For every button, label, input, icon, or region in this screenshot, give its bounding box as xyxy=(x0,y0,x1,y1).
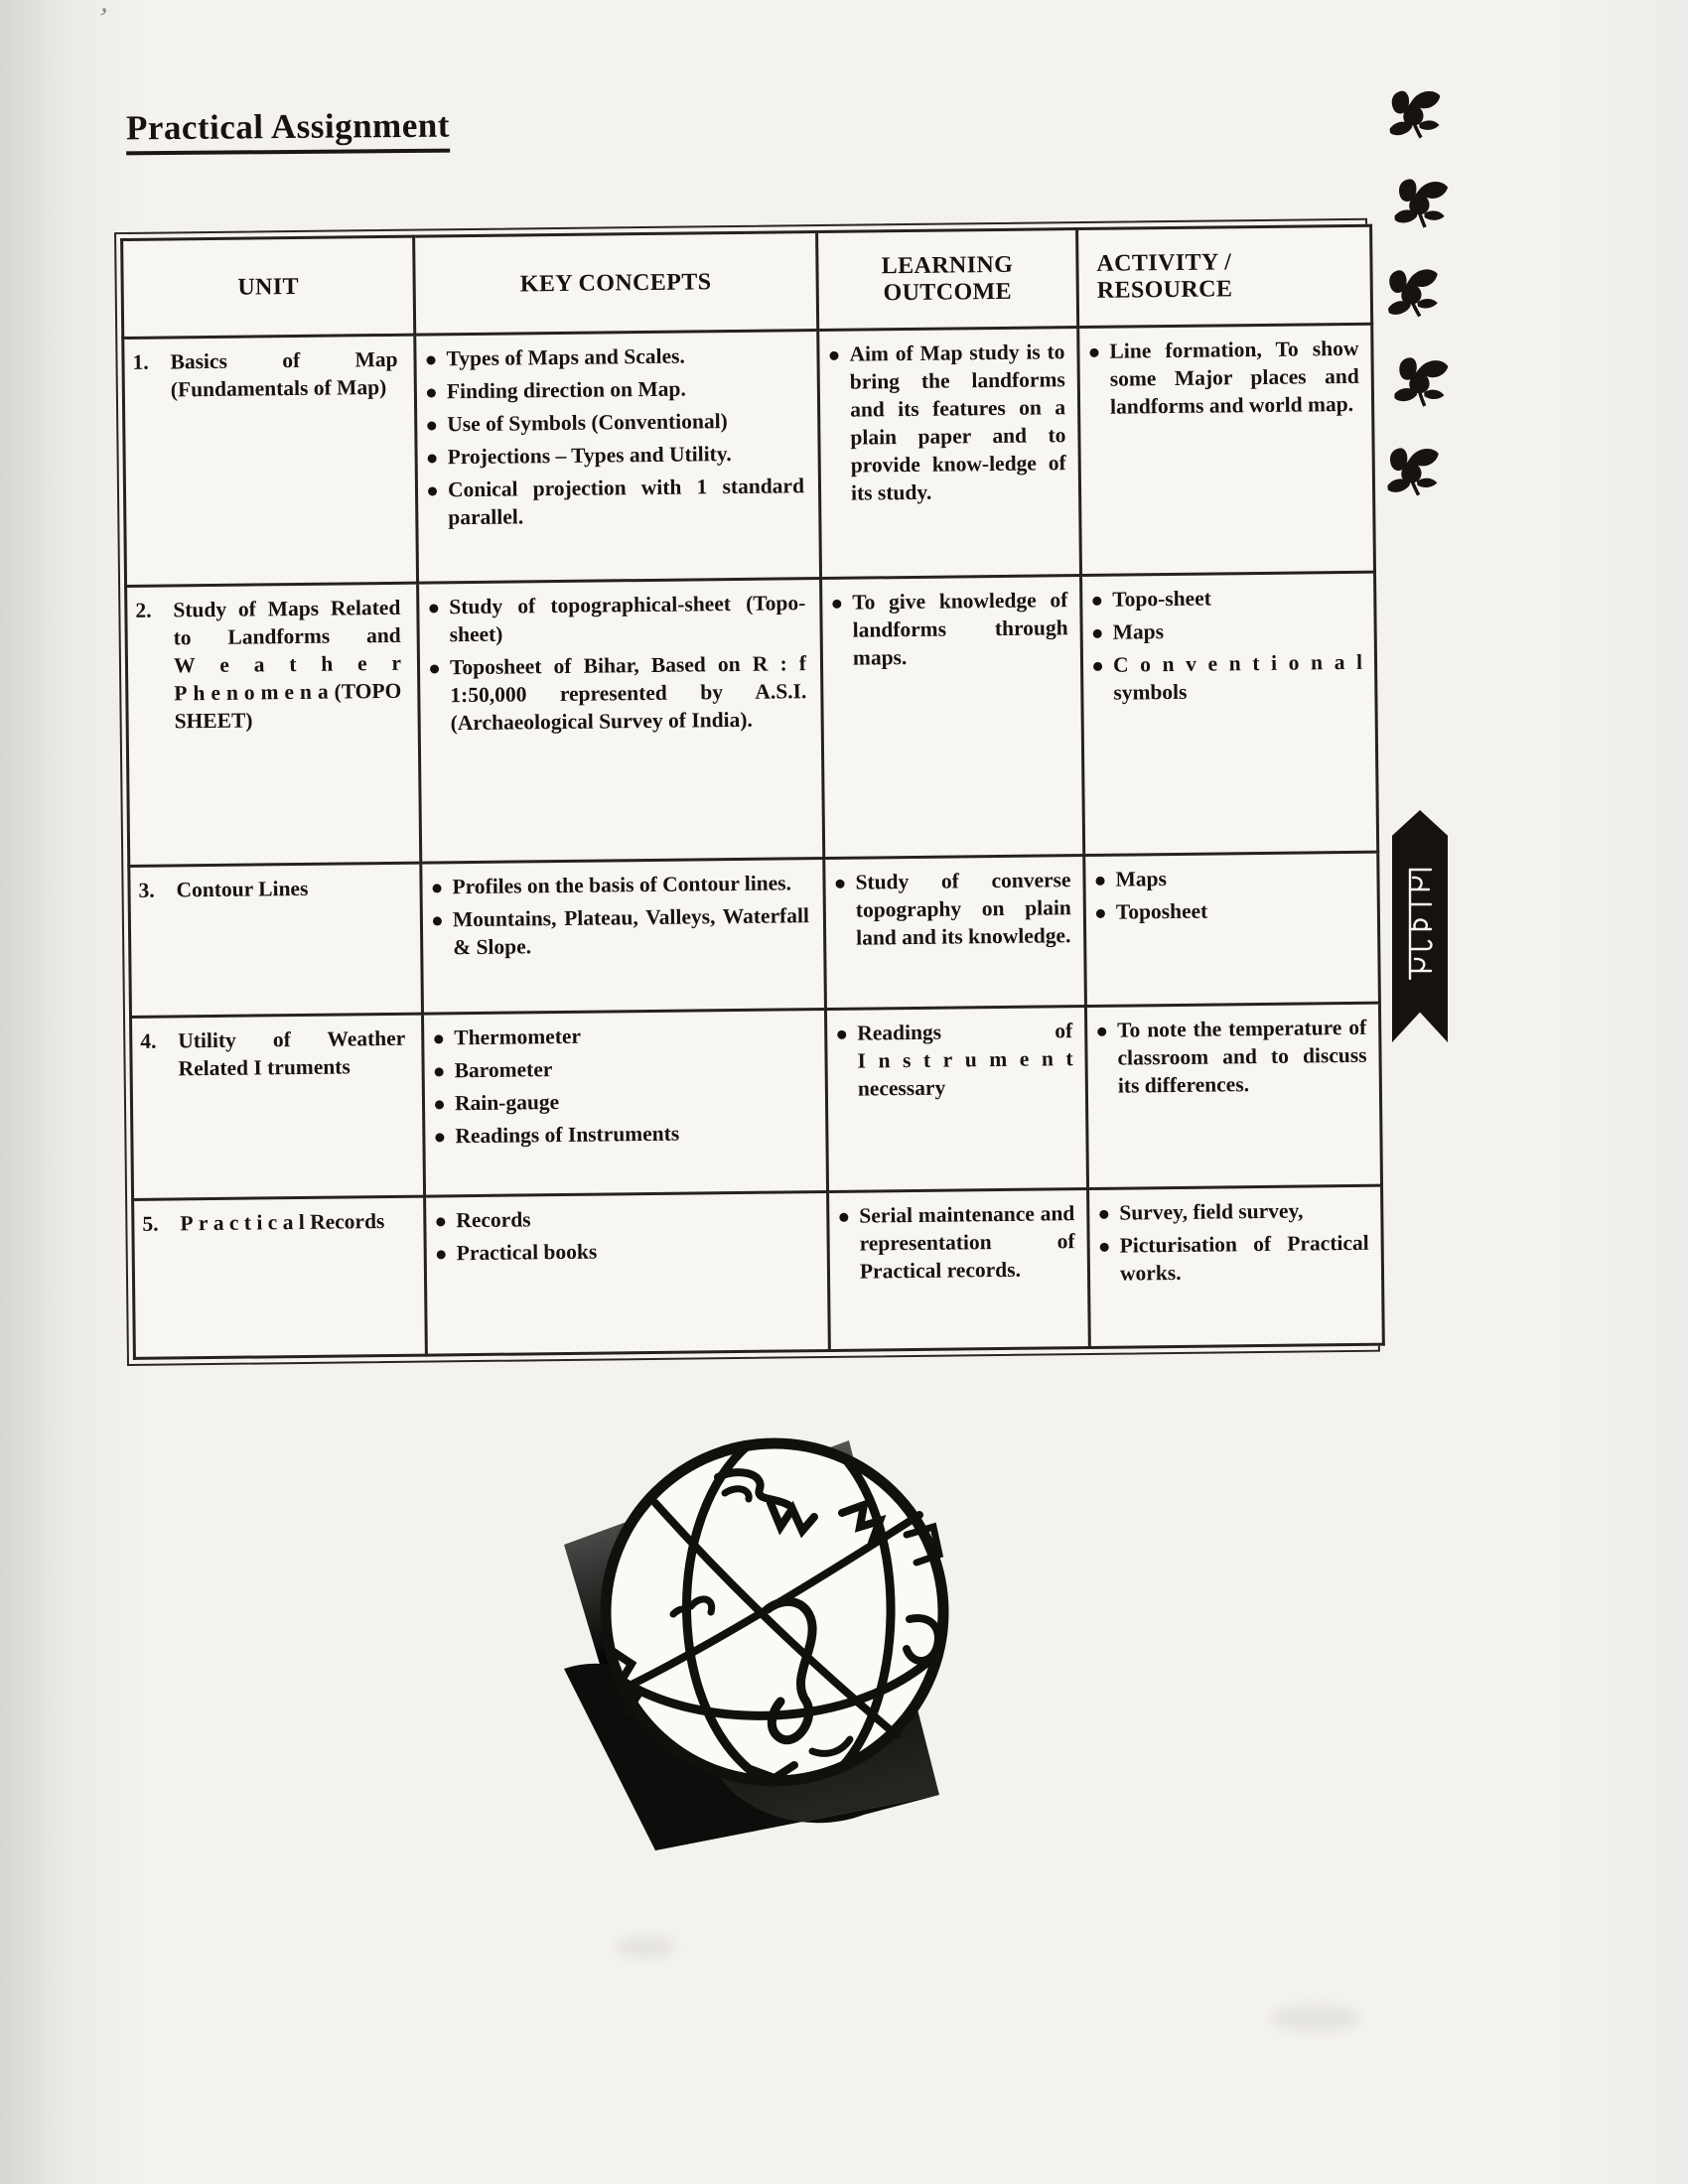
key-concepts-cell xyxy=(425,1191,830,1355)
bullet-text: Survey, field survey, xyxy=(1119,1198,1304,1225)
unit-cell-content xyxy=(132,346,402,405)
bullet-text: Maps xyxy=(1112,619,1165,644)
rose-sprig-icon xyxy=(1387,352,1459,416)
bullet-text: Readings of I n s t r u m e n t necessary xyxy=(857,1019,1073,1101)
col-header-learning-outcome-label: LEARNING OUTCOME xyxy=(881,251,1014,307)
bullet-text: Aim of Map study is to bring the landforms and its features on a plain paper and to provide know-ledge of its study. xyxy=(849,340,1066,505)
unit-text: Basics of Map (Fundamentals of Map) xyxy=(170,346,398,402)
bullet-item xyxy=(434,1053,812,1085)
bullet-text: Thermometer xyxy=(454,1024,582,1050)
bullet-text: Readings of Instruments xyxy=(455,1121,680,1149)
rose-sprig-icon xyxy=(1378,80,1456,151)
activity-resource-cell xyxy=(1081,572,1378,855)
learning-outcome-cell xyxy=(828,1189,1090,1351)
bullet-icon xyxy=(1097,1027,1106,1036)
learning-outcome-cell xyxy=(824,856,1086,1010)
bullet-text: Maps xyxy=(1115,867,1168,891)
bullet-icon xyxy=(829,351,838,360)
scan-smudge xyxy=(1271,2005,1360,2031)
bookmark-ribbon-text xyxy=(1403,852,1437,1001)
unit-text: Contour Lines xyxy=(176,876,309,902)
bullet-item xyxy=(837,1018,1073,1103)
unit-cell-content xyxy=(140,1025,410,1084)
rose-sprig-icon xyxy=(1386,173,1459,238)
row-number: 3. xyxy=(138,878,155,902)
page-title: Practical Assignment xyxy=(126,106,450,156)
bullet-item xyxy=(434,1021,812,1052)
bullet-icon xyxy=(437,1250,446,1259)
scan-smudge xyxy=(616,1936,675,1958)
bookmark-ribbon xyxy=(1392,810,1448,1042)
bullet-item xyxy=(1093,649,1363,708)
table-outer-frame xyxy=(114,218,1380,1366)
bullet-text: Barometer xyxy=(454,1057,553,1083)
learning-outcome-cell xyxy=(821,576,1084,859)
col-header-learning-outcome xyxy=(817,229,1078,331)
activity-resource-cell xyxy=(1085,1003,1381,1188)
bullet-icon xyxy=(429,604,438,613)
bullet-text: To note the temperature of classroom and to discuss its differences. xyxy=(1117,1015,1367,1098)
bullet-item xyxy=(428,473,807,532)
rose-sprig-icon xyxy=(1378,80,1456,151)
bullet-item xyxy=(832,587,1068,672)
bullet-icon xyxy=(1089,348,1098,357)
bullet-icon xyxy=(1096,909,1105,918)
rose-sprig-icon xyxy=(1375,258,1455,331)
bullet-item xyxy=(437,1236,815,1268)
bullet-icon xyxy=(426,355,435,364)
bullet-item xyxy=(1099,1197,1368,1228)
learning-outcome-cell xyxy=(818,328,1081,579)
bullet-icon xyxy=(1093,629,1102,638)
table-row xyxy=(131,1003,1382,1199)
key-concepts-cell xyxy=(421,859,826,1015)
assignment-table-body xyxy=(123,324,1384,1358)
bullet-text: Types of Maps and Scales. xyxy=(446,343,685,371)
bullet-item xyxy=(429,590,808,649)
bullet-icon xyxy=(1093,662,1102,671)
bullet-item xyxy=(1100,1230,1370,1289)
bullet-text: Toposheet xyxy=(1115,898,1208,924)
bullet-icon xyxy=(839,1213,848,1222)
rose-sprig-icon xyxy=(1386,173,1459,238)
col-header-activity-resource xyxy=(1077,225,1372,327)
unit-cell xyxy=(129,863,423,1017)
row-number: 1. xyxy=(132,349,149,374)
unit-cell xyxy=(123,335,418,586)
bullet-item xyxy=(1089,336,1359,422)
bullet-icon xyxy=(428,454,437,463)
bullet-item xyxy=(1092,584,1361,614)
key-concepts-cell xyxy=(415,331,821,584)
bullet-item xyxy=(432,870,810,901)
practical-assignment-table xyxy=(120,224,1385,1360)
bullet-item xyxy=(1095,864,1364,894)
bullet-text: Use of Symbols (Conventional) xyxy=(447,408,728,437)
col-header-activity-resource-label: ACTIVITY / RESOURCE xyxy=(1096,249,1233,304)
bullet-icon xyxy=(435,1100,444,1109)
unit-cell-content xyxy=(135,595,406,737)
bullet-icon xyxy=(832,600,841,609)
col-header-key-concepts xyxy=(414,232,818,336)
bullet-item xyxy=(436,1203,814,1235)
bullet-text: Toposheet of Bihar, Based on R : f 1:50,000 represented by A.S.I. (Archaeological Survey of India). xyxy=(449,651,807,736)
key-concepts-cell xyxy=(418,579,824,864)
bullet-text: Study of topographical-sheet (Topo-sheet) xyxy=(449,591,806,647)
bullet-icon xyxy=(428,486,437,495)
bullet-item xyxy=(835,867,1071,952)
bullet-item xyxy=(1093,616,1362,647)
table-row xyxy=(129,852,1380,1017)
globe-illustration xyxy=(514,1386,977,1874)
bullet-icon xyxy=(427,421,436,430)
bullet-text: Records xyxy=(456,1207,531,1233)
bullet-item xyxy=(427,407,805,439)
bullet-item xyxy=(435,1119,813,1151)
unit-text: Utility of Weather Related I truments xyxy=(178,1025,406,1081)
bullet-text: Serial maintenance and representation of Practical records. xyxy=(859,1201,1075,1284)
bullet-text: To give knowledge of landforms through maps. xyxy=(852,588,1068,670)
key-concepts-cell xyxy=(422,1009,827,1196)
bullet-icon xyxy=(1100,1243,1109,1252)
unit-cell xyxy=(133,1196,427,1358)
bullet-item xyxy=(829,339,1066,507)
rose-sprig-icon xyxy=(1376,439,1453,508)
bullet-icon xyxy=(835,880,844,888)
rose-sprig-icon xyxy=(1376,439,1453,508)
bullet-icon xyxy=(427,388,436,397)
unit-cell xyxy=(131,1014,425,1199)
rose-sprig-icon xyxy=(1387,352,1459,416)
bullet-text: Picturisation of Practical works. xyxy=(1119,1230,1369,1286)
table-row xyxy=(133,1185,1384,1358)
bullet-text: Line formation, To show some Major places and landforms and world map. xyxy=(1109,336,1359,419)
bullet-item xyxy=(427,374,805,406)
bullet-icon xyxy=(433,916,442,925)
bullet-text: Practical books xyxy=(456,1239,598,1266)
bullet-text: Study of converse topography on plain land and its knowledge. xyxy=(855,868,1071,950)
bullet-item xyxy=(430,650,809,738)
activity-resource-cell xyxy=(1078,324,1375,575)
globe-illustration xyxy=(514,1386,977,1874)
bullet-icon xyxy=(1095,877,1104,886)
bullet-text: Profiles on the basis of Contour lines. xyxy=(452,871,792,899)
bullet-text: Conical projection with 1 standard parallel. xyxy=(447,473,805,529)
bullet-icon xyxy=(430,664,439,673)
bullet-icon xyxy=(1092,597,1101,606)
rose-sprig-icon xyxy=(1375,258,1455,331)
activity-resource-cell xyxy=(1088,1185,1384,1347)
unit-text: P r a c t i c a l Records xyxy=(180,1209,385,1236)
bullet-item xyxy=(427,440,805,472)
row-number: 5. xyxy=(142,1211,159,1236)
row-number: 2. xyxy=(135,598,152,622)
table-row xyxy=(123,324,1375,586)
unit-cell-content xyxy=(138,875,407,905)
bullet-icon xyxy=(434,1034,443,1043)
bullet-item xyxy=(1097,1015,1367,1101)
scan-mark: ’ xyxy=(93,1,111,36)
table-header-row xyxy=(122,225,1372,338)
learning-outcome-cell xyxy=(825,1007,1087,1192)
bullet-item xyxy=(433,902,812,962)
activity-resource-cell xyxy=(1084,852,1380,1006)
assignment-table xyxy=(114,218,1380,1366)
unit-cell-content xyxy=(142,1208,411,1239)
col-header-key-concepts-label: KEY CONCEPTS xyxy=(519,268,712,297)
row-number: 4. xyxy=(140,1028,157,1053)
col-header-unit xyxy=(122,236,415,338)
col-header-unit-label: UNIT xyxy=(237,273,300,301)
unit-text: Study of Maps Related to Landforms and W e a t h e r P h e n o m e n a (TOPO SHEET) xyxy=(173,595,402,734)
bullet-text: Finding direction on Map. xyxy=(446,376,686,404)
bullet-item xyxy=(839,1200,1075,1286)
bullet-text: C o n v e n t i o n a l symbols xyxy=(1112,649,1363,705)
bullet-icon xyxy=(435,1133,444,1142)
bullet-icon xyxy=(837,1030,846,1039)
bullet-text: Mountains, Plateau, Valleys, Waterfall & Slope. xyxy=(452,903,810,960)
unit-cell xyxy=(126,583,421,866)
bullet-icon xyxy=(1099,1210,1108,1219)
bullet-item xyxy=(1096,896,1365,927)
bullet-item xyxy=(435,1086,813,1118)
bullet-text: Rain-gauge xyxy=(454,1089,560,1116)
table-row xyxy=(126,572,1378,866)
bullet-icon xyxy=(435,1067,444,1076)
bullet-text: Topo-sheet xyxy=(1112,586,1211,612)
bullet-icon xyxy=(433,884,442,892)
bullet-icon xyxy=(436,1217,445,1226)
bullet-item xyxy=(426,341,804,373)
bullet-text: Projections – Types and Utility. xyxy=(447,441,732,470)
